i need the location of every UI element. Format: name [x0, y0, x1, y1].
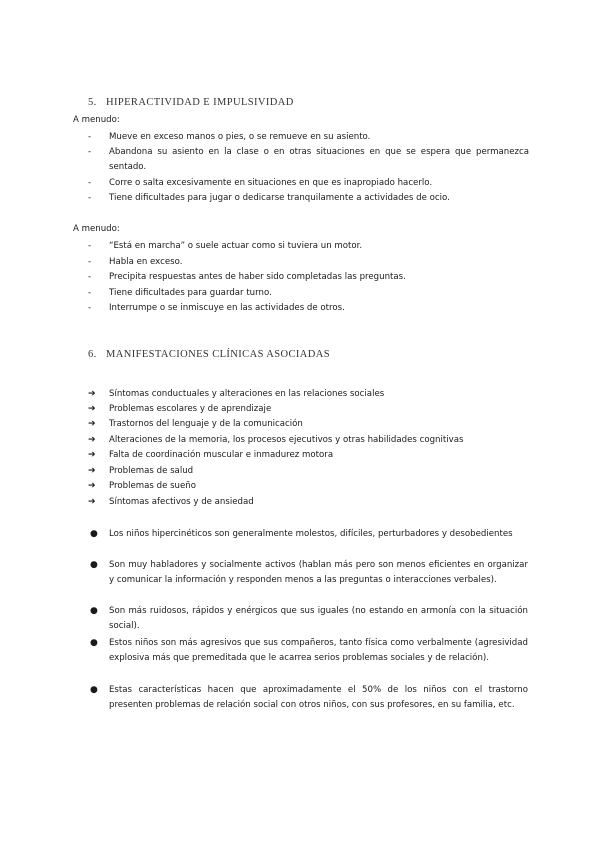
arrow-list-item-text: Síntomas afectivos y de ansiedad: [109, 497, 254, 507]
list-item-text: Abandona su asiento en la clase o en otras situaciones en que se espera que permanezca sentado.: [109, 147, 529, 172]
arrow-right-icon: ➔: [88, 419, 96, 429]
dash-marker: -: [88, 132, 92, 142]
bullet-marker: ●: [90, 638, 98, 648]
dash-marker: -: [88, 178, 92, 188]
section-6-title: MANIFESTACIONES CLÍNICAS ASOCIADAS: [106, 349, 330, 360]
list-item-text: Habla en exceso.: [109, 257, 183, 267]
arrow-right-icon: ➔: [88, 497, 96, 507]
arrow-right-icon: ➔: [88, 435, 96, 445]
section-6-number: 6.: [88, 349, 97, 360]
bullet-marker: ●: [90, 685, 98, 695]
arrow-list-item: [88, 389, 384, 399]
list-item-text: Corre o salta excesivamente en situaciones en que es inapropiado hacerlo.: [109, 178, 433, 188]
bullet-list-item-text: Estos niños son más agresivos que sus compañeros, tanto física como verbalmente (agresividad explosiva más que premeditada que le acarrea serios problemas sociales y de relación).: [109, 638, 528, 663]
arrow-list-item: [88, 481, 196, 491]
dash-marker: -: [88, 272, 92, 282]
arrow-list-item: [88, 450, 333, 460]
arrow-list-item: [88, 435, 463, 445]
section-5-heading: [88, 97, 294, 108]
arrow-list-item-text: Alteraciones de la memoria, los procesos ejecutivos y otras habilidades cognitivas: [109, 435, 464, 445]
arrow-list-item-text: Problemas de sueño: [109, 481, 196, 491]
arrow-list-item-text: Falta de coordinación muscular e inmadurez motora: [109, 450, 334, 460]
arrow-list-item: [88, 466, 193, 476]
section-5-title: HIPERACTIVIDAD E IMPULSIVIDAD: [106, 97, 294, 108]
arrow-list-item-text: Problemas de salud: [109, 466, 194, 476]
dash-marker: -: [88, 193, 92, 203]
section-5-number: 5.: [88, 97, 97, 108]
arrow-list-item-text: Problemas escolares y de aprendizaje: [109, 404, 272, 414]
arrow-list-item: [88, 419, 303, 429]
bullet-list-item-text: Estas características hacen que aproximadamente el 50% de los niños con el trastorno presenten problemas de relación social con otros niños, con sus profesores, en su familia, etc.: [109, 685, 528, 710]
list-item-text: Tiene dificultades para jugar o dedicarse tranquilamente a actividades de ocio.: [109, 193, 450, 203]
bullet-marker: ●: [90, 560, 98, 570]
arrow-list-item-text: Trastornos del lenguaje y de la comunicación: [109, 419, 303, 429]
list-item-text: Tiene dificultades para guardar turno.: [109, 288, 272, 298]
bullet-list-item-text: Son más ruidosos, rápidos y enérgicos que sus iguales (no estando en armonía con la situación social).: [109, 606, 528, 631]
arrow-right-icon: ➔: [88, 389, 96, 399]
list-item-text: Interrumpe o se inmiscuye en las actividades de otros.: [109, 303, 345, 313]
list-item-text: Precipita respuestas antes de haber sido completadas las preguntas.: [109, 272, 406, 282]
dash-marker: -: [88, 147, 92, 157]
group-1-intro: A menudo:: [73, 115, 120, 125]
dash-marker: -: [88, 303, 92, 313]
dash-marker: -: [88, 288, 92, 298]
arrow-list-item: [88, 497, 254, 507]
bullet-list-item-text: Los niños hipercinéticos son generalmente molestos, difíciles, perturbadores y desobedientes: [109, 529, 513, 539]
bullet-list-item-text: Son muy habladores y socialmente activos (hablan más pero son menos eficientes en organizar y comunicar la información y responden menos a las preguntas o interacciones verbales).: [109, 560, 528, 585]
arrow-right-icon: ➔: [88, 450, 96, 460]
arrow-right-icon: ➔: [88, 481, 96, 491]
bullet-marker: ●: [90, 606, 98, 616]
arrow-list-item: [88, 404, 271, 414]
section-6-heading: [88, 349, 330, 360]
arrow-list-item-text: Síntomas conductuales y alteraciones en las relaciones sociales: [109, 389, 385, 399]
dash-marker: -: [88, 257, 92, 267]
dash-marker: -: [88, 241, 92, 251]
group-2-intro: A menudo:: [73, 224, 120, 234]
bullet-marker: ●: [90, 529, 98, 539]
arrow-right-icon: ➔: [88, 404, 96, 414]
list-item-text: Mueve en exceso manos o pies, o se remueve en su asiento.: [109, 132, 371, 142]
list-item-text: “Está en marcha” o suele actuar como si tuviera un motor.: [109, 241, 363, 251]
arrow-right-icon: ➔: [88, 466, 96, 476]
